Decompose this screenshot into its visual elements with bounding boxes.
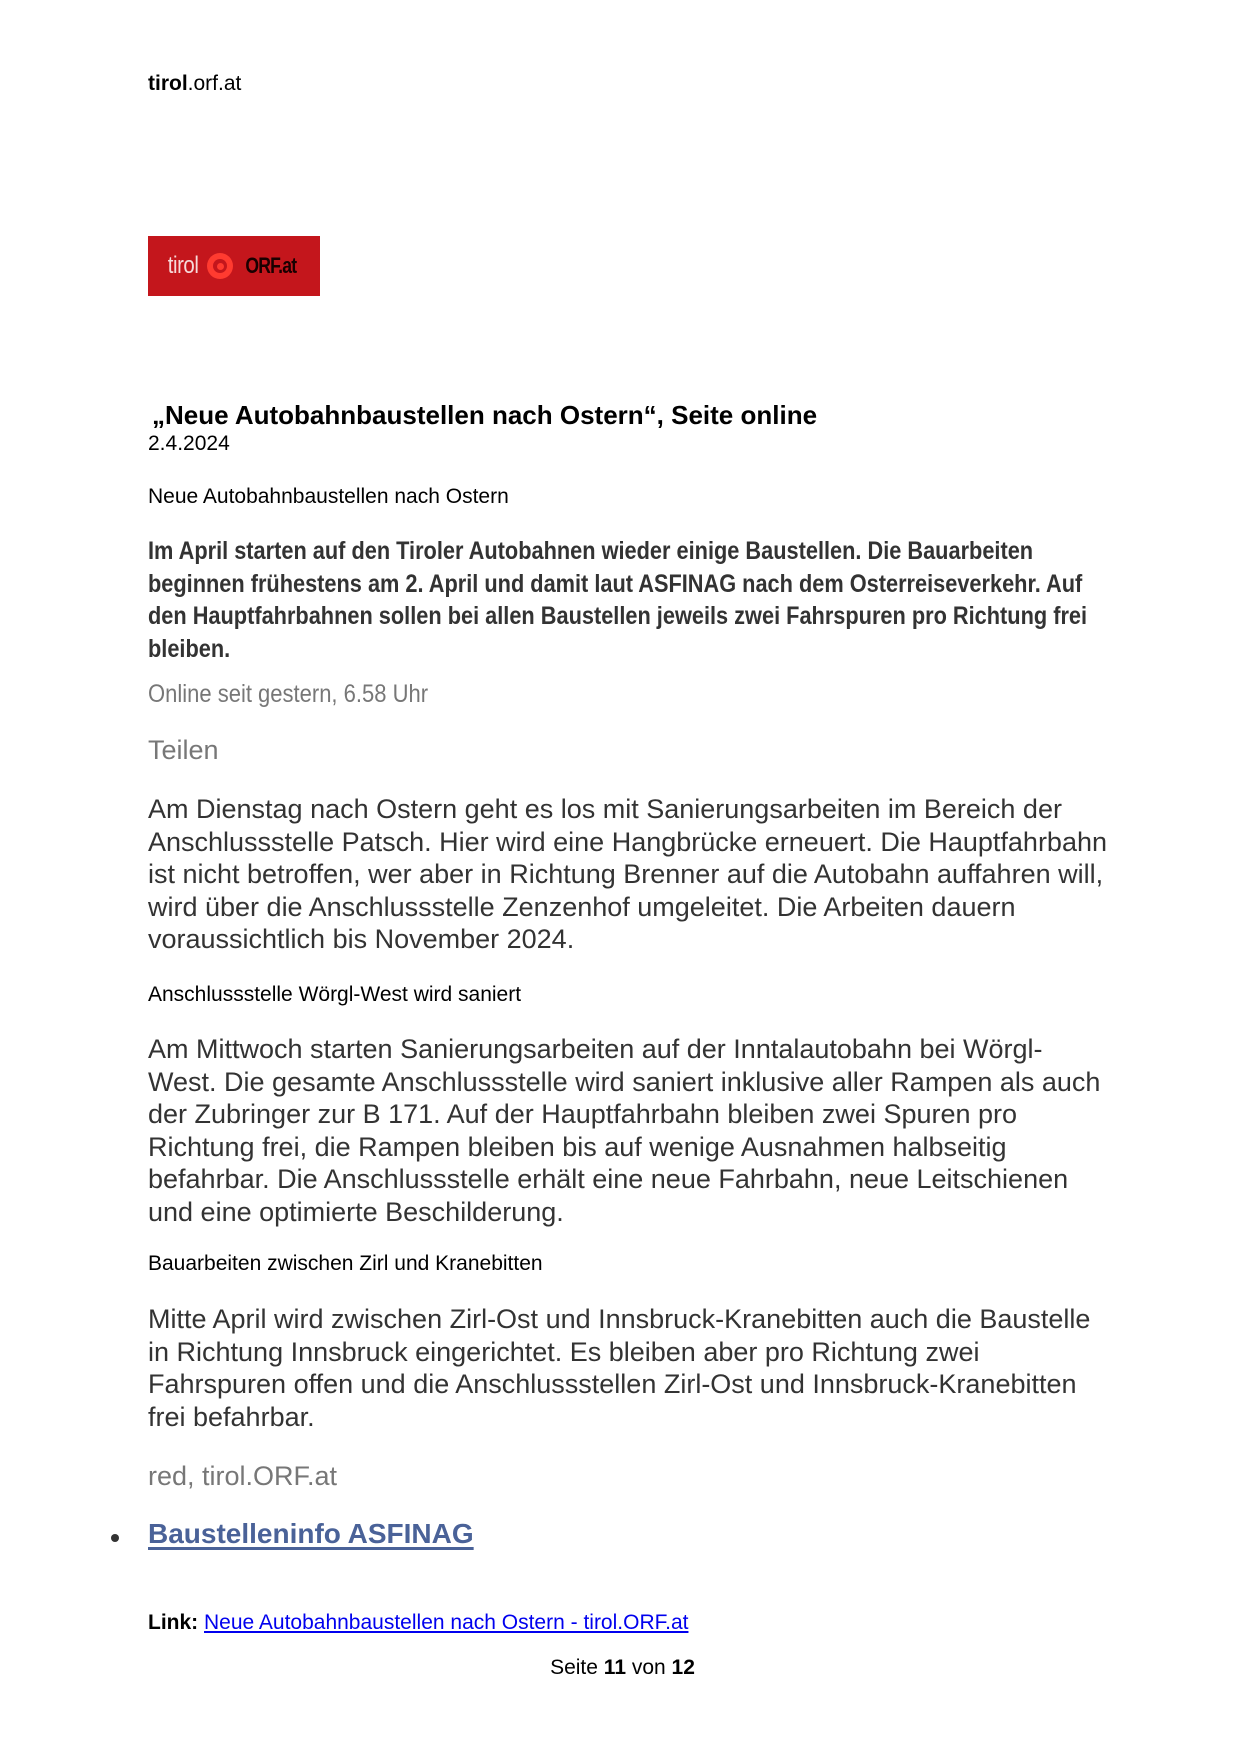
article-date: 2.4.2024	[148, 432, 230, 455]
page-number	[0, 1656, 1241, 1680]
article-headline: „Neue Autobahnbaustellen nach Ostern“, Seite online	[152, 400, 818, 430]
page-of: von	[631, 1656, 666, 1679]
source-link[interactable]: Neue Autobahnbaustellen nach Ostern - tirol.ORF.at	[204, 1611, 689, 1634]
bullet-icon	[111, 1534, 119, 1542]
page-current: 11	[603, 1656, 626, 1679]
source-link-label: Link:	[148, 1611, 199, 1634]
article-paragraph: Am Dienstag nach Ostern geht es los mit Sanierungsarbeiten im Bereich der Anschlussstelle Patsch. Hier wird eine Hangbrücke erneuert. Die Hauptfahrbahn ist nicht betroffen, wer aber in Richtung Brenner auf die Autobahn auffahren will, wird über die Anschlussstelle Zenzenhof umgeleitet. Die Arbeiten dauern voraussichtlich bis November 2024.	[148, 794, 1108, 954]
related-link-asfinag[interactable]: Baustelleninfo ASFINAG	[148, 1518, 474, 1549]
article-lead: Im April starten auf den Tiroler Autobahnen wieder einige Baustellen. Die Bauarbeiten beginnen frühestens am 2. April und damit laut ASFINAG nach dem Osterreiseverkehr. Auf den Hauptfahrbahnen sollen bei allen Baustellen jeweils zwei Fahrspuren pro Richtung frei bleiben.	[148, 537, 1088, 663]
article-subtitle: Neue Autobahnbaustellen nach Ostern	[148, 485, 509, 508]
tirol-orf-logo	[148, 236, 320, 296]
article-credit: red, tirol.ORF.at	[148, 1461, 338, 1491]
online-since-timestamp: Online seit gestern, 6.58 Uhr	[148, 680, 429, 708]
page-prefix: Seite	[550, 1656, 598, 1679]
article-subheading: Bauarbeiten zwischen Zirl und Kranebitten	[148, 1252, 543, 1275]
source-link-row	[148, 1611, 688, 1635]
article-subheading: Anschlussstelle Wörgl-West wird saniert	[148, 983, 522, 1006]
logo-text-orf: ORF.at	[245, 253, 297, 278]
logo-text-tirol: tirol	[167, 252, 199, 279]
page-total: 12	[671, 1656, 695, 1679]
site-name-domain: .orf.at	[187, 72, 242, 95]
article-paragraph: Mitte April wird zwischen Zirl-Ost und Innsbruck-Kranebitten auch die Baustelle in Richtung Innsbruck eingerichtet. Es bleiben aber pro Richtung zwei Fahrspuren offen und die Anschlussstellen Zirl-Ost und Innsbruck-Kranebitten frei befahrbar.	[148, 1304, 1091, 1432]
site-name-bold: tirol	[148, 72, 188, 95]
site-header	[148, 72, 241, 96]
article-paragraph: Am Mittwoch starten Sanierungsarbeiten auf der Inntalautobahn bei Wörgl-West. Die gesamte Anschlussstelle wird saniert inklusive aller Rampen als auch der Zubringer zur B 171. Auf der Hauptfahrbahn bleiben zwei Spuren pro Richtung frei, die Rampen bleiben bis auf wenige Ausnahmen halbseitig befahrbar. Die Anschlussstelle erhält eine neue Fahrbahn, neue Leitschienen und eine optimierte Beschilderung.	[148, 1034, 1101, 1227]
orf-eye-icon	[207, 253, 233, 279]
share-button[interactable]: Teilen	[148, 735, 219, 765]
